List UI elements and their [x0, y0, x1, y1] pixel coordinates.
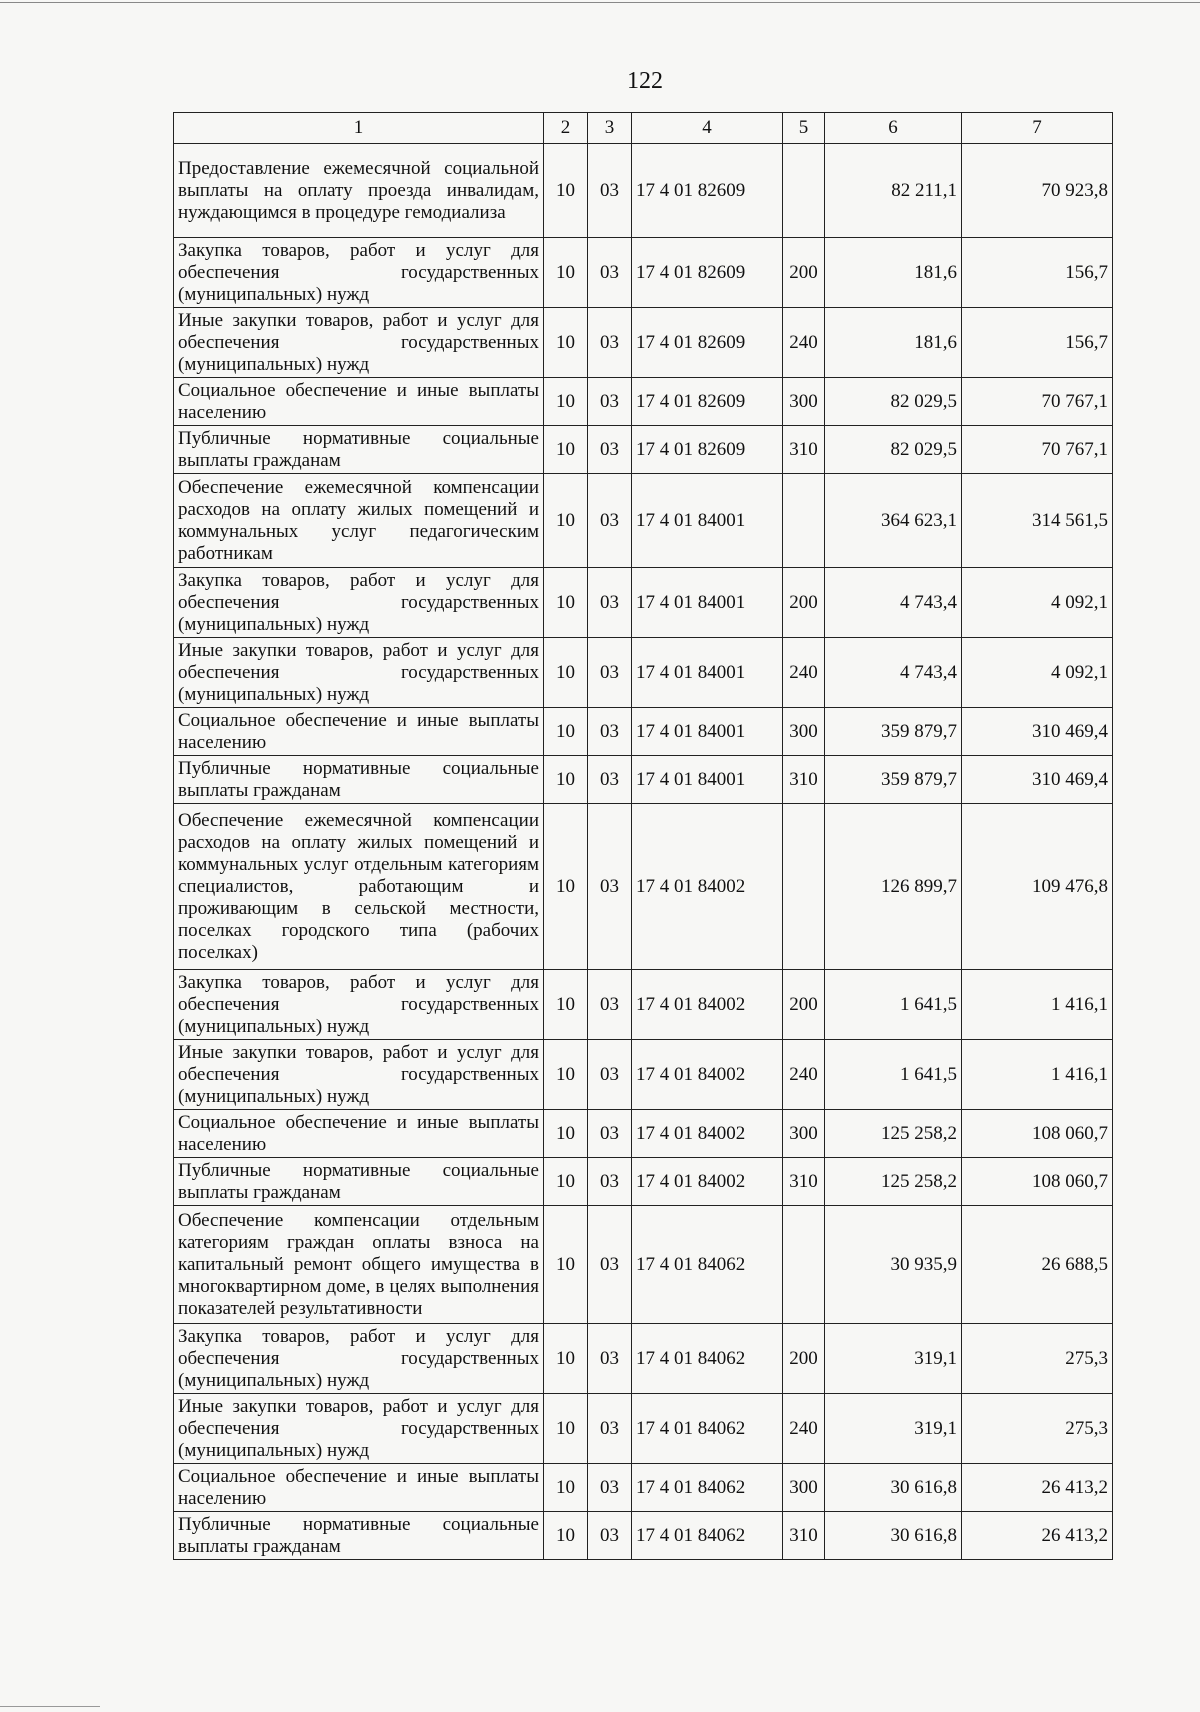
row-amount-col-6: 364 623,1: [825, 474, 962, 568]
table-row: [174, 1512, 1113, 1560]
row-expense-type-code: 300: [783, 1110, 825, 1158]
row-amount-col-7: 108 060,7: [962, 1158, 1113, 1206]
row-expense-type-code: 310: [783, 756, 825, 804]
row-description: Закупка товаров, работ и услуг для обеспечения государственных (муниципальных) нужд: [174, 970, 544, 1040]
row-description: Иные закупки товаров, работ и услуг для обеспечения государственных (муниципальных) нужд: [174, 1394, 544, 1464]
row-amount-col-7: 275,3: [962, 1394, 1113, 1464]
row-subsection-code: 03: [588, 1324, 632, 1394]
row-target-article-code: 17 4 01 84062: [632, 1324, 783, 1394]
bottom-border-line: [0, 1706, 100, 1707]
row-description: Предоставление ежемесячной социальной выплаты на оплату проезда инвалидам, нуждающимся в процедуре гемодиализа: [174, 144, 544, 238]
row-target-article-code: 17 4 01 84001: [632, 474, 783, 568]
row-expense-type-code: 300: [783, 1464, 825, 1512]
table-row: [174, 970, 1113, 1040]
row-description: Иные закупки товаров, работ и услуг для обеспечения государственных (муниципальных) нужд: [174, 638, 544, 708]
row-amount-col-6: 4 743,4: [825, 568, 962, 638]
row-amount-col-7: 70 767,1: [962, 426, 1113, 474]
row-section-code: 10: [544, 1464, 588, 1512]
table-row: [174, 1324, 1113, 1394]
row-expense-type-code: 200: [783, 1324, 825, 1394]
row-amount-col-6: 1 641,5: [825, 1040, 962, 1110]
row-description: Публичные нормативные социальные выплаты гражданам: [174, 1158, 544, 1206]
row-section-code: 10: [544, 1394, 588, 1464]
row-section-code: 10: [544, 378, 588, 426]
row-section-code: 10: [544, 568, 588, 638]
row-subsection-code: 03: [588, 1206, 632, 1324]
row-section-code: 10: [544, 638, 588, 708]
row-description: Иные закупки товаров, работ и услуг для обеспечения государственных (муниципальных) нужд: [174, 1040, 544, 1110]
row-subsection-code: 03: [588, 1040, 632, 1110]
table-row: [174, 708, 1113, 756]
row-amount-col-7: 70 923,8: [962, 144, 1113, 238]
table-row: [174, 804, 1113, 970]
row-subsection-code: 03: [588, 1394, 632, 1464]
row-expense-type-code: [783, 1206, 825, 1324]
row-amount-col-7: 26 413,2: [962, 1464, 1113, 1512]
row-subsection-code: 03: [588, 804, 632, 970]
row-expense-type-code: 240: [783, 308, 825, 378]
header-col-5: 5: [783, 113, 825, 144]
table-row: [174, 756, 1113, 804]
row-amount-col-6: 125 258,2: [825, 1158, 962, 1206]
table-row: [174, 1158, 1113, 1206]
row-amount-col-7: 156,7: [962, 308, 1113, 378]
row-target-article-code: 17 4 01 84002: [632, 1040, 783, 1110]
row-expense-type-code: 240: [783, 638, 825, 708]
row-amount-col-7: 4 092,1: [962, 568, 1113, 638]
row-section-code: 10: [544, 144, 588, 238]
row-target-article-code: 17 4 01 84062: [632, 1394, 783, 1464]
row-description: Закупка товаров, работ и услуг для обеспечения государственных (муниципальных) нужд: [174, 1324, 544, 1394]
row-amount-col-6: 30 935,9: [825, 1206, 962, 1324]
table-row: [174, 144, 1113, 238]
row-section-code: 10: [544, 1512, 588, 1560]
row-expense-type-code: 240: [783, 1394, 825, 1464]
row-expense-type-code: 310: [783, 1158, 825, 1206]
row-amount-col-6: 82 029,5: [825, 426, 962, 474]
row-expense-type-code: 200: [783, 238, 825, 308]
row-amount-col-6: 359 879,7: [825, 708, 962, 756]
row-amount-col-7: 314 561,5: [962, 474, 1113, 568]
table-row: [174, 638, 1113, 708]
row-amount-col-6: 30 616,8: [825, 1512, 962, 1560]
row-target-article-code: 17 4 01 84001: [632, 638, 783, 708]
row-section-code: 10: [544, 970, 588, 1040]
row-target-article-code: 17 4 01 84002: [632, 1158, 783, 1206]
row-target-article-code: 17 4 01 82609: [632, 238, 783, 308]
row-amount-col-7: 109 476,8: [962, 804, 1113, 970]
row-amount-col-6: 1 641,5: [825, 970, 962, 1040]
row-description: Публичные нормативные социальные выплаты гражданам: [174, 426, 544, 474]
table-row: [174, 1040, 1113, 1110]
row-subsection-code: 03: [588, 426, 632, 474]
budget-table: [173, 112, 1113, 1560]
row-section-code: 10: [544, 238, 588, 308]
table-row: [174, 568, 1113, 638]
row-target-article-code: 17 4 01 82609: [632, 378, 783, 426]
row-section-code: 10: [544, 1040, 588, 1110]
row-amount-col-7: 310 469,4: [962, 756, 1113, 804]
row-subsection-code: 03: [588, 474, 632, 568]
row-subsection-code: 03: [588, 238, 632, 308]
row-subsection-code: 03: [588, 144, 632, 238]
row-target-article-code: 17 4 01 84062: [632, 1464, 783, 1512]
row-section-code: 10: [544, 1110, 588, 1158]
row-subsection-code: 03: [588, 308, 632, 378]
row-description: Публичные нормативные социальные выплаты гражданам: [174, 756, 544, 804]
row-target-article-code: 17 4 01 84001: [632, 756, 783, 804]
row-subsection-code: 03: [588, 756, 632, 804]
header-col-4: 4: [632, 113, 783, 144]
row-target-article-code: 17 4 01 84001: [632, 708, 783, 756]
row-section-code: 10: [544, 308, 588, 378]
table-row: [174, 1394, 1113, 1464]
row-target-article-code: 17 4 01 82609: [632, 426, 783, 474]
row-amount-col-6: 319,1: [825, 1394, 962, 1464]
row-amount-col-7: 275,3: [962, 1324, 1113, 1394]
row-description: Социальное обеспечение и иные выплаты населению: [174, 378, 544, 426]
row-expense-type-code: [783, 474, 825, 568]
row-amount-col-6: 82 211,1: [825, 144, 962, 238]
row-target-article-code: 17 4 01 84062: [632, 1206, 783, 1324]
header-col-7: 7: [962, 113, 1113, 144]
row-section-code: 10: [544, 756, 588, 804]
row-subsection-code: 03: [588, 1110, 632, 1158]
header-row: [174, 113, 1113, 144]
page-number: 122: [627, 68, 663, 94]
row-subsection-code: 03: [588, 1158, 632, 1206]
table-row: [174, 238, 1113, 308]
row-amount-col-6: 359 879,7: [825, 756, 962, 804]
row-amount-col-6: 4 743,4: [825, 638, 962, 708]
row-amount-col-7: 156,7: [962, 238, 1113, 308]
row-section-code: 10: [544, 474, 588, 568]
row-target-article-code: 17 4 01 84002: [632, 804, 783, 970]
table-row: [174, 1110, 1113, 1158]
row-description: Обеспечение ежемесячной компенсации расходов на оплату жилых помещений и коммунальных услуг педагогическим работникам: [174, 474, 544, 568]
row-section-code: 10: [544, 1206, 588, 1324]
row-amount-col-6: 30 616,8: [825, 1464, 962, 1512]
table-row: [174, 474, 1113, 568]
row-description: Иные закупки товаров, работ и услуг для обеспечения государственных (муниципальных) нужд: [174, 308, 544, 378]
table-row: [174, 426, 1113, 474]
row-subsection-code: 03: [588, 1464, 632, 1512]
row-expense-type-code: [783, 804, 825, 970]
row-expense-type-code: 200: [783, 970, 825, 1040]
row-subsection-code: 03: [588, 638, 632, 708]
row-amount-col-7: 310 469,4: [962, 708, 1113, 756]
row-section-code: 10: [544, 804, 588, 970]
row-section-code: 10: [544, 708, 588, 756]
row-subsection-code: 03: [588, 970, 632, 1040]
row-amount-col-7: 1 416,1: [962, 1040, 1113, 1110]
row-expense-type-code: 240: [783, 1040, 825, 1110]
row-section-code: 10: [544, 1158, 588, 1206]
table-row: [174, 1464, 1113, 1512]
row-description: Обеспечение компенсации отдельным категориям граждан оплаты взноса на капитальный ремонт общего имущества в многоквартирном доме, в целях выполнения показателей результативности: [174, 1206, 544, 1324]
row-target-article-code: 17 4 01 82609: [632, 308, 783, 378]
row-expense-type-code: 310: [783, 426, 825, 474]
row-expense-type-code: [783, 144, 825, 238]
row-expense-type-code: 200: [783, 568, 825, 638]
row-expense-type-code: 310: [783, 1512, 825, 1560]
row-amount-col-7: 26 413,2: [962, 1512, 1113, 1560]
row-expense-type-code: 300: [783, 378, 825, 426]
header-col-1: 1: [174, 113, 544, 144]
row-amount-col-6: 319,1: [825, 1324, 962, 1394]
row-amount-col-7: 26 688,5: [962, 1206, 1113, 1324]
row-amount-col-6: 181,6: [825, 308, 962, 378]
row-target-article-code: 17 4 01 82609: [632, 144, 783, 238]
row-amount-col-6: 125 258,2: [825, 1110, 962, 1158]
row-amount-col-7: 70 767,1: [962, 378, 1113, 426]
row-amount-col-6: 126 899,7: [825, 804, 962, 970]
row-description: Публичные нормативные социальные выплаты гражданам: [174, 1512, 544, 1560]
row-amount-col-6: 181,6: [825, 238, 962, 308]
row-description: Закупка товаров, работ и услуг для обеспечения государственных (муниципальных) нужд: [174, 568, 544, 638]
row-section-code: 10: [544, 1324, 588, 1394]
row-amount-col-7: 4 092,1: [962, 638, 1113, 708]
table-body: [174, 144, 1113, 1560]
table-row: [174, 308, 1113, 378]
row-target-article-code: 17 4 01 84002: [632, 1110, 783, 1158]
table-row: [174, 378, 1113, 426]
top-border-line: [0, 2, 1200, 3]
header-col-6: 6: [825, 113, 962, 144]
row-description: Социальное обеспечение и иные выплаты населению: [174, 708, 544, 756]
row-section-code: 10: [544, 426, 588, 474]
row-subsection-code: 03: [588, 378, 632, 426]
row-description: Закупка товаров, работ и услуг для обеспечения государственных (муниципальных) нужд: [174, 238, 544, 308]
row-subsection-code: 03: [588, 1512, 632, 1560]
row-amount-col-7: 1 416,1: [962, 970, 1113, 1040]
row-subsection-code: 03: [588, 568, 632, 638]
header-col-2: 2: [544, 113, 588, 144]
row-expense-type-code: 300: [783, 708, 825, 756]
row-subsection-code: 03: [588, 708, 632, 756]
row-description: Социальное обеспечение и иные выплаты населению: [174, 1110, 544, 1158]
row-description: Социальное обеспечение и иные выплаты населению: [174, 1464, 544, 1512]
row-amount-col-7: 108 060,7: [962, 1110, 1113, 1158]
row-target-article-code: 17 4 01 84002: [632, 970, 783, 1040]
row-target-article-code: 17 4 01 84001: [632, 568, 783, 638]
row-target-article-code: 17 4 01 84062: [632, 1512, 783, 1560]
header-col-3: 3: [588, 113, 632, 144]
row-description: Обеспечение ежемесячной компенсации расходов на оплату жилых помещений и коммунальных услуг отдельным категориям специалистов, работающим и проживающим в сельской местности, поселках городского типа (рабочих поселках): [174, 804, 544, 970]
table-row: [174, 1206, 1113, 1324]
row-amount-col-6: 82 029,5: [825, 378, 962, 426]
